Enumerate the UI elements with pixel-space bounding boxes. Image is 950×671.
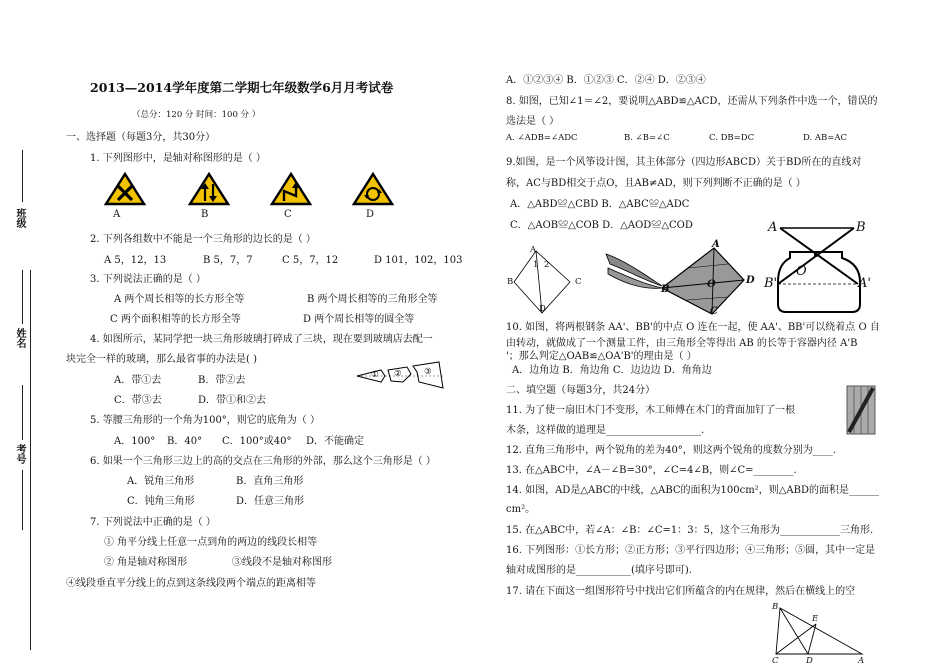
warning-cross-sign-icon <box>104 172 146 206</box>
q7-statement-3: ③线段不是轴对称图形 <box>232 557 332 568</box>
q4-option-b: B．带②去 <box>198 375 246 386</box>
q8-option-b: B. ∠B=∠C <box>624 133 670 143</box>
exam-no-label: 考号 <box>14 444 25 464</box>
glass-piece-3: ③ <box>424 367 432 377</box>
q8-line2: 选法是（ ） <box>506 116 560 127</box>
q11-line2: 木条，这样做的道理是___________________. <box>506 425 705 436</box>
tri-label-e: E <box>812 614 819 624</box>
kite-figure <box>604 240 754 320</box>
q8-figure <box>506 245 586 317</box>
tri-label-c: C <box>772 656 779 666</box>
q4-line2: 块完全一样的玻璃，那么最省事的办法是( ) <box>66 354 257 365</box>
q6-option-d: D．任意三角形 <box>236 496 305 507</box>
tri-label-b: B <box>772 602 779 612</box>
q6-option-c: C．钝角三角形 <box>127 496 195 507</box>
q9-options-row2: C．△AOB≌△COB D．△AOD≌△COD <box>510 220 693 231</box>
q2-option-d: D 101，102，103 <box>374 255 463 266</box>
q7-statement-1: ① 角平分线上任意一点到角的两边的线段长相等 <box>104 537 318 548</box>
q13-text: 13. 在△ABC中，∠A－∠B=30°，∠C=4∠B，则∠C=________. <box>506 465 797 476</box>
wooden-door-figure <box>846 385 876 435</box>
q15-text: 15. 在△ABC中，若∠A：∠B：∠C=1：3：5，这个三角形为____________三角形. <box>506 525 874 536</box>
kite-label-b: B <box>661 284 670 295</box>
q7-text: 7. 下列说法中正确的是（ ） <box>90 517 216 528</box>
q17-line1: 17. 请在下面这一组图形符号中找出它们所蕴含的内在规律，然后在横线上的空 <box>506 586 856 597</box>
measuring-tool-figure <box>768 222 878 322</box>
q4-line1: 4. 如图所示，某同学把一块三角形玻璃打碎成了三块，现在要到玻璃店去配一 <box>90 334 433 345</box>
q4-option-d: D．带①和②去 <box>198 395 267 406</box>
q8-option-d: D. AB=AC <box>803 133 848 143</box>
q5-option-d: D．不能确定 <box>306 436 365 447</box>
q6-option-b: B．直角三角形 <box>236 476 304 487</box>
q1-label-b: B <box>201 209 209 220</box>
q3-option-a: A 两个周长相等的长方形全等 <box>114 294 245 305</box>
tool-label-b-prime: B' <box>764 276 778 291</box>
q3-option-c: C 两个面积相等的长方形全等 <box>110 314 241 325</box>
q1-text: 1. 下列图形中，是轴对称图形的是（ ） <box>90 153 266 164</box>
class-label: 班级 <box>14 208 25 228</box>
q9-line1: 9.如图，是一个风筝设计图，其主体部分（四边形ABCD）关于BD所在的直线对 <box>506 157 862 168</box>
section1-heading: 一、选择题（每题3分，共30分） <box>66 132 216 143</box>
class-blank <box>22 150 23 202</box>
q14-line2: cm²。 <box>506 504 536 515</box>
q1-label-a: A <box>113 209 121 220</box>
q5-option-b: B．40° <box>167 436 203 447</box>
q3-option-b: B 两个周长相等的三角形全等 <box>307 294 438 305</box>
q3-option-d: D 两个周长相等的圆全等 <box>303 314 415 325</box>
warning-curve-sign-icon <box>270 172 312 206</box>
q6-option-a: A．锐角三角形 <box>127 476 195 487</box>
q6-text: 6. 如果一个三角形三边上的高的交点在三角形的外部，那么这个三角形是（ ） <box>90 456 436 467</box>
kite-label-a: A <box>712 239 720 250</box>
q8-option-c: C. DB=DC <box>709 133 755 143</box>
warning-two-way-sign-icon <box>188 172 230 206</box>
q4-option-c: C．带③去 <box>114 395 162 406</box>
warning-roundabout-sign-icon <box>352 172 394 206</box>
exam-subtitle: （总分：120 分 时间：100 分 ） <box>132 110 261 120</box>
name-blank <box>22 270 23 324</box>
q9-line2: 称，AC与BD相交于点O，且AB≠AD，则下列判断不正确的是（ ） <box>506 178 806 189</box>
q14-line1: 14. 如图，AD是△ABC的中线，△ABC的面积为100cm²，则△ABD的面积是______ <box>506 485 879 496</box>
exam-title: 2013—2014学年度第二学期七年级数学6月月考试卷 <box>90 80 394 95</box>
tri-label-d: D <box>806 656 813 666</box>
q12-text: 12. 直角三角形中，两个锐角的差为40°，则这两个锐角的度数分别为____. <box>506 445 836 456</box>
q2-option-c: C 5，7，12 <box>282 255 339 266</box>
kite-label-c: C <box>710 306 718 317</box>
q1-label-c: C <box>284 209 292 220</box>
q8-label-a: A <box>530 245 537 255</box>
q7-statement-4: ④线段垂直平分线上的点到这条线段两个端点的距离相等 <box>66 578 316 589</box>
exam-no-blank-2 <box>22 470 23 530</box>
glass-piece-1: ① <box>371 370 379 380</box>
q11-line1: 11. 为了使一扇旧木门不变形，木工师傅在木门的背面加钉了一根 <box>506 405 796 416</box>
q10-line3: '；那么判定△OAB≌△OA'B'的理由是（ ） <box>506 351 697 362</box>
margin-line <box>30 270 31 650</box>
section2-heading: 二、填空题（每题3分，共24分） <box>506 385 656 396</box>
q9-options-row1: A．△ABD≌△CBD B．△ABC≌△ADC <box>510 199 690 210</box>
q16-line2: 轴对成图形的是___________(填序号即可). <box>506 565 692 576</box>
q5-text: 5. 等腰三角形的一个角为100°，则它的底角为（ ） <box>90 415 320 426</box>
tool-label-a: A <box>768 220 778 235</box>
tri-label-a: A <box>858 656 865 666</box>
q8-label-c: C <box>575 277 582 287</box>
q1-label-d: D <box>366 209 375 220</box>
q8-option-a: A. ∠ADB=∠ADC <box>506 133 578 143</box>
q8-line1: 8. 如图，已知∠1＝∠2，要说明△ABD≌△ACD，还需从下列条件中选一个，错误的 <box>506 96 878 107</box>
q8-label-d: D <box>539 304 546 314</box>
tool-label-b: B <box>856 220 866 235</box>
kite-label-d: D <box>746 275 755 286</box>
q5-option-a: A．100° <box>114 436 156 447</box>
glass-piece-2: ② <box>394 369 402 379</box>
q8-label-1: 1 <box>533 260 539 270</box>
q3-text: 3. 下列说法正确的是（ ） <box>90 274 206 285</box>
tool-label-a-prime: A' <box>858 276 871 291</box>
q2-option-b: B 5，7，7 <box>203 255 253 266</box>
kite-label-o: O <box>707 279 716 290</box>
q2-text: 2. 下列各组数中不能是一个三角形的边长的是（ ） <box>90 234 316 245</box>
q7-statement-2: ② 角是轴对称图形 <box>104 557 188 568</box>
q10-line2: 由转动，就做成了一个测量工件，由三角形全等得出 AB 的长等于容器内径 A'B <box>506 338 858 349</box>
q4-option-a: A．带①去 <box>114 375 162 386</box>
q7-answer-options: A．①②③④ B．①②③ C．②④ D．②③④ <box>506 75 706 86</box>
q2-option-a: A 5，12，13 <box>104 255 167 266</box>
triangle-figure <box>768 598 868 660</box>
q16-line1: 16. 下列图形：①长方形；②正方形；③平行四边形；④三角形；⑤圆，其中一定是 <box>506 545 876 556</box>
q5-option-c: C．100°或40° <box>222 436 292 447</box>
q10-line1: 10. 如图，将两根钢条 AA'、BB'的中点 O 连在一起，使 AA'、BB'可以绕着点 O 自 <box>506 322 880 333</box>
exam-no-blank <box>22 385 23 440</box>
q8-label-2: 2 <box>544 260 550 270</box>
tool-label-o: O <box>796 264 807 279</box>
name-label: 姓名 <box>14 328 25 348</box>
q10-options: A．边角边 B．角边角 C．边边边 D．角角边 <box>512 365 712 376</box>
q8-label-b: B <box>507 277 514 287</box>
